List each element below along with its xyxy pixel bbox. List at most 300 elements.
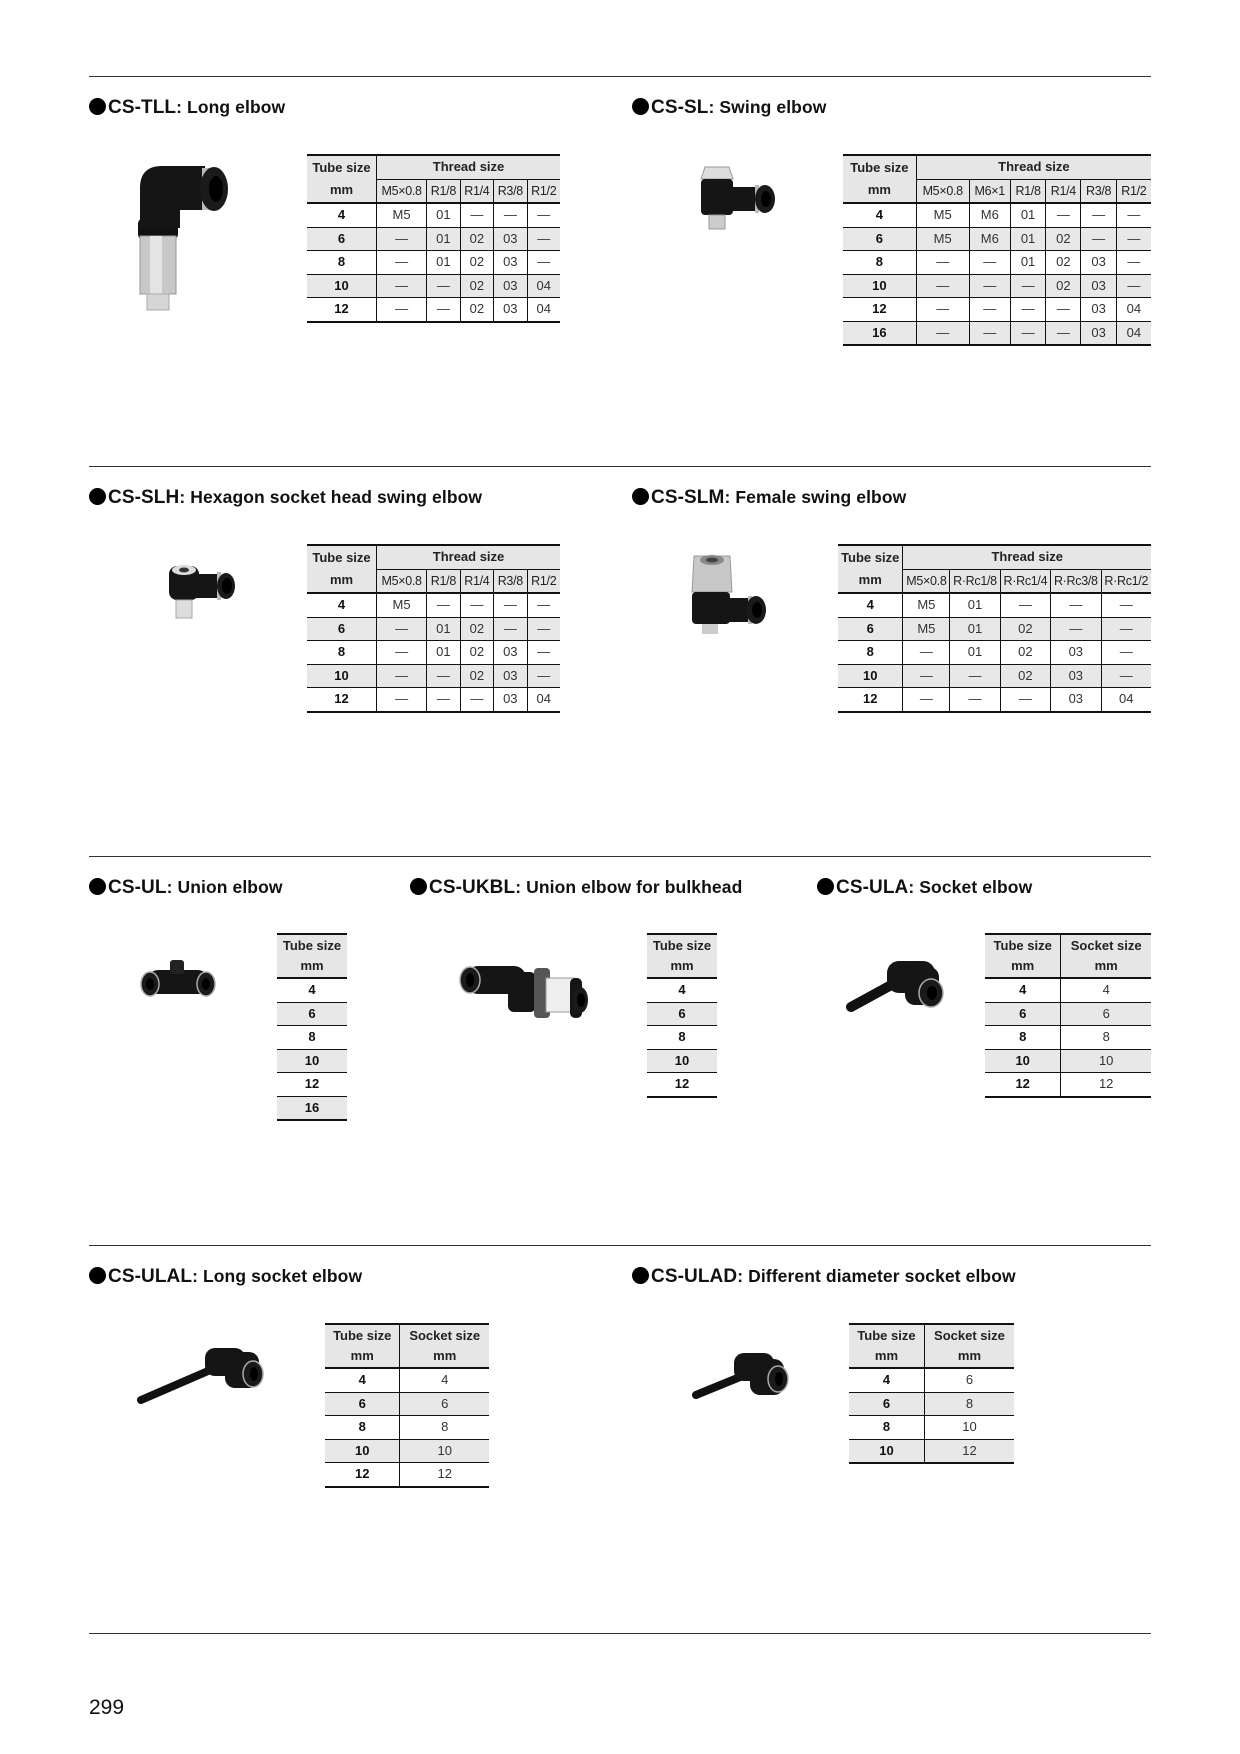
thread-code-cell: 02 bbox=[460, 298, 493, 322]
tube-size-cell: 4 bbox=[849, 1368, 924, 1392]
thread-code-cell: 01 bbox=[1010, 251, 1045, 275]
table-row bbox=[325, 1439, 489, 1463]
thread-column-header: R1/4 bbox=[460, 569, 493, 593]
tube-size-cell: 8 bbox=[307, 251, 377, 275]
tube-size-cell: 4 bbox=[843, 203, 916, 227]
tube-size-unit: mm bbox=[329, 182, 354, 197]
thread-code-cell: — bbox=[494, 593, 527, 617]
thread-code-cell: — bbox=[950, 688, 1000, 712]
thread-code-cell: — bbox=[1051, 593, 1101, 617]
table-row bbox=[985, 978, 1151, 1002]
tube-size-cell: 10 bbox=[985, 1049, 1061, 1073]
tube-size-cell: 12 bbox=[325, 1463, 400, 1487]
thread-code-cell: M5 bbox=[377, 203, 427, 227]
product-image-female-swing-elbow bbox=[690, 552, 770, 637]
thread-code-cell: — bbox=[527, 617, 560, 641]
bullet-icon bbox=[817, 878, 834, 895]
thread-column-header: R·Rc1/8 bbox=[950, 569, 1000, 593]
thread-code-cell: 02 bbox=[460, 274, 493, 298]
tube-size-label: Tube size bbox=[312, 160, 371, 175]
thread-code-cell: 03 bbox=[1051, 688, 1101, 712]
column-unit: mm bbox=[433, 1348, 457, 1363]
thread-code-cell: 03 bbox=[494, 227, 527, 251]
column-label: Socket size bbox=[409, 1328, 481, 1343]
table-row bbox=[849, 1439, 1014, 1463]
thread-code-cell: — bbox=[377, 274, 427, 298]
table-row bbox=[277, 1026, 347, 1050]
thread-code-cell: 04 bbox=[1116, 298, 1151, 322]
thread-size-header: Thread size bbox=[377, 155, 560, 179]
header-row bbox=[838, 545, 1151, 569]
section-divider bbox=[89, 1245, 1151, 1246]
table-row bbox=[325, 1463, 489, 1487]
column-label: Socket size bbox=[934, 1328, 1005, 1343]
thread-code-cell: 02 bbox=[1000, 641, 1050, 665]
table-row bbox=[838, 617, 1151, 641]
thread-code-cell: — bbox=[427, 688, 460, 712]
tube-size-cell: 12 bbox=[674, 1076, 690, 1092]
thread-column-header: R3/8 bbox=[1081, 179, 1116, 203]
tube-size-cell: 8 bbox=[843, 251, 916, 275]
section-divider bbox=[89, 1633, 1151, 1634]
socket-size-cell: 4 bbox=[1061, 978, 1151, 1002]
thread-code-cell: 01 bbox=[427, 203, 460, 227]
table-row bbox=[307, 274, 560, 298]
tube-size-label: Tube size bbox=[312, 550, 371, 565]
tube-size-cell: 4 bbox=[277, 978, 347, 1002]
socket-size-cell: 8 bbox=[1061, 1026, 1151, 1050]
column-unit: mm bbox=[957, 1348, 982, 1363]
thread-code-cell: 03 bbox=[494, 688, 527, 712]
page-number: 299 bbox=[89, 1696, 125, 1719]
thread-code-cell: — bbox=[1101, 641, 1151, 665]
thread-column-header: M6×1 bbox=[969, 179, 1010, 203]
thread-code-cell: — bbox=[1116, 274, 1151, 298]
table-row bbox=[277, 1096, 347, 1120]
table-row bbox=[307, 298, 560, 322]
thread-code-cell: M5 bbox=[903, 617, 950, 641]
thread-code-cell: 02 bbox=[460, 251, 493, 275]
table-row bbox=[849, 1368, 1014, 1392]
tube-size-cell: 10 bbox=[849, 1439, 924, 1463]
table-row bbox=[277, 978, 347, 1002]
header-row bbox=[307, 545, 560, 569]
tube-size-cell: 8 bbox=[647, 1026, 717, 1050]
tube-size-unit: mm bbox=[858, 572, 882, 587]
thread-code-cell: — bbox=[377, 251, 427, 275]
tube-size-cell: 12 bbox=[985, 1073, 1061, 1097]
thread-code-cell: — bbox=[1010, 298, 1045, 322]
thread-code-cell: 03 bbox=[494, 641, 527, 665]
thread-column-header: R3/8 bbox=[494, 569, 527, 593]
thread-code-cell: — bbox=[427, 298, 460, 322]
tube-size-cell: 4 bbox=[838, 593, 903, 617]
socket-size-cell: 6 bbox=[400, 1392, 489, 1416]
thread-code-cell: M6 bbox=[969, 203, 1010, 227]
tube-size-cell: 16 bbox=[843, 321, 916, 345]
tube-size-cell: 6 bbox=[307, 227, 377, 251]
tube-size-header bbox=[307, 155, 377, 203]
thread-code-cell: — bbox=[460, 593, 493, 617]
thread-code-cell: 04 bbox=[1101, 688, 1151, 712]
table-row bbox=[647, 1002, 717, 1026]
table-row bbox=[325, 1416, 489, 1440]
header-row bbox=[307, 155, 560, 179]
column-label: Tube size bbox=[993, 938, 1052, 953]
product-image-union-elbow-bulkhead bbox=[458, 950, 593, 1030]
column-header bbox=[985, 934, 1061, 978]
socket-size-cell: 12 bbox=[924, 1439, 1014, 1463]
size-table-cs-ulad bbox=[849, 1323, 1014, 1464]
thread-column-header: M5×0.8 bbox=[377, 569, 427, 593]
socket-size-cell: 8 bbox=[400, 1416, 489, 1440]
thread-column-header: M5×0.8 bbox=[916, 179, 969, 203]
column-header bbox=[400, 1324, 489, 1368]
thread-code-cell: — bbox=[1101, 664, 1151, 688]
thread-code-cell: 01 bbox=[427, 641, 460, 665]
thread-code-cell: M6 bbox=[969, 227, 1010, 251]
thread-code-cell: 03 bbox=[1081, 298, 1116, 322]
tube-size-cell: 10 bbox=[307, 274, 377, 298]
column-unit: mm bbox=[670, 958, 694, 973]
thread-column-header: R1/8 bbox=[1010, 179, 1045, 203]
product-image-swing-elbow bbox=[695, 165, 780, 235]
table-row bbox=[838, 688, 1151, 712]
product-image-diff-diameter-socket-elbow bbox=[690, 1345, 795, 1405]
thread-code-cell: — bbox=[1081, 227, 1116, 251]
socket-size-cell: 6 bbox=[924, 1368, 1014, 1392]
thread-code-cell: — bbox=[1116, 227, 1151, 251]
column-unit: mm bbox=[350, 1348, 374, 1363]
thread-code-cell: 02 bbox=[460, 641, 493, 665]
thread-column-header: R1/4 bbox=[1046, 179, 1081, 203]
thread-code-cell: — bbox=[969, 274, 1010, 298]
thread-code-cell: — bbox=[1010, 321, 1045, 345]
thread-code-cell: — bbox=[460, 688, 493, 712]
thread-code-cell: 03 bbox=[1081, 274, 1116, 298]
thread-code-cell: — bbox=[1116, 251, 1151, 275]
thread-size-table-cs-slh bbox=[307, 544, 560, 713]
tube-size-cell: 10 bbox=[325, 1439, 400, 1463]
thread-code-cell: — bbox=[1101, 617, 1151, 641]
section-title-cs-ukbl: CS-UKBL: Union elbow for bulkhead bbox=[410, 877, 742, 899]
table-row bbox=[838, 641, 1151, 665]
thread-code-cell: — bbox=[916, 251, 969, 275]
thread-code-cell: — bbox=[903, 688, 950, 712]
bullet-icon bbox=[410, 878, 427, 895]
thread-code-cell: — bbox=[377, 641, 427, 665]
product-image-long-socket-elbow bbox=[135, 1338, 270, 1408]
thread-code-cell: 03 bbox=[1051, 664, 1101, 688]
section-title-cs-ul: CS-UL: Union elbow bbox=[89, 877, 283, 899]
table-row bbox=[307, 227, 560, 251]
table-row bbox=[838, 593, 1151, 617]
tube-size-cell: 10 bbox=[843, 274, 916, 298]
thread-code-cell: 03 bbox=[494, 251, 527, 275]
table-row bbox=[647, 1026, 717, 1050]
table-row bbox=[843, 227, 1151, 251]
column-label: Tube size bbox=[282, 938, 342, 953]
tube-size-cell: 6 bbox=[325, 1392, 400, 1416]
thread-code-cell: — bbox=[1116, 203, 1151, 227]
column-label: Tube size bbox=[652, 938, 712, 953]
thread-column-header: M5×0.8 bbox=[903, 569, 950, 593]
thread-code-cell: 02 bbox=[1046, 227, 1081, 251]
thread-size-header: Thread size bbox=[377, 545, 560, 569]
thread-code-cell: 04 bbox=[527, 274, 560, 298]
thread-code-cell: — bbox=[969, 321, 1010, 345]
tube-size-cell: 4 bbox=[647, 978, 717, 1002]
tube-size-label: Tube size bbox=[850, 160, 909, 175]
thread-code-cell: 02 bbox=[460, 227, 493, 251]
thread-column-header: R·Rc1/4 bbox=[1000, 569, 1050, 593]
table-row bbox=[277, 1002, 347, 1026]
bullet-icon bbox=[89, 98, 106, 115]
header-row bbox=[647, 934, 717, 978]
tube-size-cell: 16 bbox=[277, 1096, 347, 1120]
tube-size-cell: 12 bbox=[307, 688, 377, 712]
header-row bbox=[325, 1324, 489, 1368]
section-title-cs-ulal: CS-ULAL: Long socket elbow bbox=[89, 1266, 362, 1288]
table-row bbox=[307, 251, 560, 275]
thread-size-table-cs-tll bbox=[307, 154, 560, 323]
thread-code-cell: — bbox=[377, 227, 427, 251]
section-divider bbox=[89, 856, 1151, 857]
thread-code-cell: 02 bbox=[460, 664, 493, 688]
thread-code-cell: — bbox=[916, 274, 969, 298]
thread-code-cell: 03 bbox=[1051, 641, 1101, 665]
thread-code-cell: — bbox=[916, 298, 969, 322]
column-unit: mm bbox=[1011, 958, 1035, 973]
section-title-cs-ulad: CS-ULAD: Different diameter socket elbow bbox=[632, 1266, 1016, 1288]
tube-size-cell: 4 bbox=[307, 203, 377, 227]
thread-column-header: R·Rc3/8 bbox=[1051, 569, 1101, 593]
tube-size-cell: 6 bbox=[849, 1392, 924, 1416]
thread-column-header: R·Rc1/2 bbox=[1101, 569, 1151, 593]
thread-column-header: R1/2 bbox=[527, 179, 560, 203]
thread-code-cell: — bbox=[527, 203, 560, 227]
thread-code-cell: — bbox=[903, 664, 950, 688]
table-row bbox=[838, 664, 1151, 688]
thread-code-cell: — bbox=[1046, 321, 1081, 345]
thread-code-cell: 03 bbox=[494, 298, 527, 322]
socket-size-cell: 12 bbox=[1061, 1073, 1151, 1097]
column-header bbox=[647, 934, 717, 978]
bullet-icon bbox=[632, 488, 649, 505]
table-row bbox=[843, 274, 1151, 298]
tube-size-cell: 10 bbox=[307, 664, 377, 688]
table-row bbox=[985, 1002, 1151, 1026]
tube-size-cell: 8 bbox=[849, 1416, 924, 1440]
tube-size-cell: 10 bbox=[647, 1049, 717, 1073]
thread-code-cell: — bbox=[969, 298, 1010, 322]
thread-code-cell: — bbox=[527, 593, 560, 617]
table-row bbox=[307, 641, 560, 665]
table-row bbox=[325, 1392, 489, 1416]
tube-size-cell: 8 bbox=[307, 641, 377, 665]
thread-column-header: R1/8 bbox=[427, 569, 460, 593]
tube-size-cell: 10 bbox=[838, 664, 903, 688]
thread-code-cell: — bbox=[527, 251, 560, 275]
socket-size-cell: 10 bbox=[1061, 1049, 1151, 1073]
section-title-cs-slm: CS-SLM: Female swing elbow bbox=[632, 487, 906, 509]
thread-size-table-cs-sl bbox=[843, 154, 1151, 346]
thread-code-cell: — bbox=[1081, 203, 1116, 227]
thread-column-header: R3/8 bbox=[494, 179, 527, 203]
tube-size-cell: 6 bbox=[277, 1002, 347, 1026]
tube-size-cell: 4 bbox=[307, 593, 377, 617]
column-unit: mm bbox=[300, 958, 324, 973]
thread-code-cell: — bbox=[1000, 688, 1050, 712]
thread-code-cell: — bbox=[903, 641, 950, 665]
thread-code-cell: 01 bbox=[427, 251, 460, 275]
thread-code-cell: M5 bbox=[916, 203, 969, 227]
thread-code-cell: 01 bbox=[950, 617, 1000, 641]
bullet-icon bbox=[632, 1267, 649, 1284]
header-row bbox=[849, 1324, 1014, 1368]
thread-column-header: R1/2 bbox=[527, 569, 560, 593]
socket-size-cell: 10 bbox=[924, 1416, 1014, 1440]
table-row bbox=[307, 688, 560, 712]
socket-size-cell: 8 bbox=[924, 1392, 1014, 1416]
thread-code-cell: — bbox=[494, 617, 527, 641]
table-row bbox=[647, 1073, 717, 1097]
thread-code-cell: — bbox=[1010, 274, 1045, 298]
thread-code-cell: 03 bbox=[1081, 251, 1116, 275]
tube-size-header bbox=[307, 545, 377, 593]
tube-size-label: Tube size bbox=[841, 550, 900, 565]
product-image-socket-elbow bbox=[845, 955, 955, 1015]
tube-size-header bbox=[838, 545, 903, 593]
thread-code-cell: — bbox=[377, 688, 427, 712]
table-row bbox=[849, 1416, 1014, 1440]
bullet-icon bbox=[89, 1267, 106, 1284]
thread-code-cell: — bbox=[1046, 298, 1081, 322]
socket-size-cell: 4 bbox=[400, 1368, 489, 1392]
thread-code-cell: 01 bbox=[427, 617, 460, 641]
thread-column-header: R1/8 bbox=[427, 179, 460, 203]
table-row bbox=[307, 617, 560, 641]
tube-size-cell: 4 bbox=[985, 978, 1061, 1002]
section-title-cs-ula: CS-ULA: Socket elbow bbox=[817, 877, 1032, 899]
thread-code-cell: M5 bbox=[916, 227, 969, 251]
thread-code-cell: — bbox=[377, 664, 427, 688]
table-row bbox=[985, 1049, 1151, 1073]
tube-size-cell: 6 bbox=[307, 617, 377, 641]
thread-code-cell: — bbox=[1046, 203, 1081, 227]
tube-size-cell: 8 bbox=[985, 1026, 1061, 1050]
column-label: Tube size bbox=[857, 1328, 916, 1343]
section-title-cs-sl: CS-SL: Swing elbow bbox=[632, 97, 826, 119]
size-table-cs-ul bbox=[277, 933, 347, 1121]
thread-code-cell: — bbox=[427, 664, 460, 688]
table-row bbox=[843, 321, 1151, 345]
product-image-union-elbow bbox=[138, 958, 218, 1004]
tube-size-cell: 6 bbox=[838, 617, 903, 641]
tube-size-cell: 8 bbox=[325, 1416, 400, 1440]
tube-size-cell: 6 bbox=[985, 1002, 1061, 1026]
thread-code-cell: — bbox=[494, 203, 527, 227]
thread-code-cell: 02 bbox=[1000, 664, 1050, 688]
thread-code-cell: 01 bbox=[950, 593, 1000, 617]
thread-code-cell: — bbox=[527, 664, 560, 688]
thread-code-cell: — bbox=[969, 251, 1010, 275]
thread-column-header: R1/4 bbox=[460, 179, 493, 203]
tube-size-cell: 6 bbox=[647, 1002, 717, 1026]
thread-code-cell: — bbox=[527, 641, 560, 665]
tube-size-cell: 10 bbox=[277, 1049, 347, 1073]
column-label: Tube size bbox=[333, 1328, 392, 1343]
column-unit: mm bbox=[874, 1348, 899, 1363]
tube-size-cell: 12 bbox=[838, 688, 903, 712]
thread-code-cell: — bbox=[916, 321, 969, 345]
thread-size-header: Thread size bbox=[916, 155, 1151, 179]
table-row bbox=[307, 664, 560, 688]
thread-code-cell: 04 bbox=[527, 298, 560, 322]
thread-code-cell: — bbox=[1000, 593, 1050, 617]
column-header bbox=[924, 1324, 1014, 1368]
thread-column-header: R1/2 bbox=[1116, 179, 1151, 203]
table-row bbox=[985, 1073, 1151, 1097]
thread-code-cell: 01 bbox=[950, 641, 1000, 665]
table-row bbox=[277, 1049, 347, 1073]
column-header bbox=[849, 1324, 924, 1368]
thread-code-cell: 01 bbox=[1010, 227, 1045, 251]
thread-code-cell: — bbox=[1101, 593, 1151, 617]
thread-code-cell: 02 bbox=[460, 617, 493, 641]
thread-code-cell: — bbox=[427, 593, 460, 617]
tube-size-cell: 12 bbox=[843, 298, 916, 322]
tube-size-cell: 12 bbox=[277, 1073, 347, 1097]
product-image-long-elbow bbox=[130, 158, 240, 313]
table-row bbox=[647, 978, 717, 1002]
thread-code-cell: M5 bbox=[377, 593, 427, 617]
thread-code-cell: 01 bbox=[1010, 203, 1045, 227]
size-table-cs-ukbl bbox=[647, 933, 717, 1098]
column-unit: mm bbox=[1094, 958, 1118, 973]
size-table-cs-ulal bbox=[325, 1323, 489, 1488]
section-divider bbox=[89, 466, 1151, 467]
table-row bbox=[325, 1368, 489, 1392]
tube-size-unit: mm bbox=[867, 182, 891, 197]
tube-size-cell: 12 bbox=[307, 298, 377, 322]
thread-code-cell: — bbox=[377, 298, 427, 322]
thread-code-cell: 02 bbox=[1046, 251, 1081, 275]
column-header bbox=[277, 934, 347, 978]
thread-code-cell: — bbox=[527, 227, 560, 251]
table-row bbox=[843, 203, 1151, 227]
table-row bbox=[307, 593, 560, 617]
thread-size-header: Thread size bbox=[903, 545, 1151, 569]
section-divider bbox=[89, 76, 1151, 77]
bullet-icon bbox=[89, 878, 106, 895]
tube-size-cell: 8 bbox=[838, 641, 903, 665]
socket-size-cell: 12 bbox=[400, 1463, 489, 1487]
table-row bbox=[985, 1026, 1151, 1050]
header-row bbox=[843, 155, 1151, 179]
socket-size-cell: 10 bbox=[400, 1439, 489, 1463]
thread-code-cell: — bbox=[950, 664, 1000, 688]
thread-code-cell: 03 bbox=[494, 274, 527, 298]
socket-size-cell: 6 bbox=[1061, 1002, 1151, 1026]
thread-code-cell: — bbox=[1051, 617, 1101, 641]
table-row bbox=[307, 203, 560, 227]
size-table-cs-ula bbox=[985, 933, 1151, 1098]
tube-size-cell: 4 bbox=[325, 1368, 400, 1392]
section-title-cs-slh: CS-SLH: Hexagon socket head swing elbow bbox=[89, 487, 482, 509]
thread-code-cell: 03 bbox=[1081, 321, 1116, 345]
header-row bbox=[277, 934, 347, 978]
